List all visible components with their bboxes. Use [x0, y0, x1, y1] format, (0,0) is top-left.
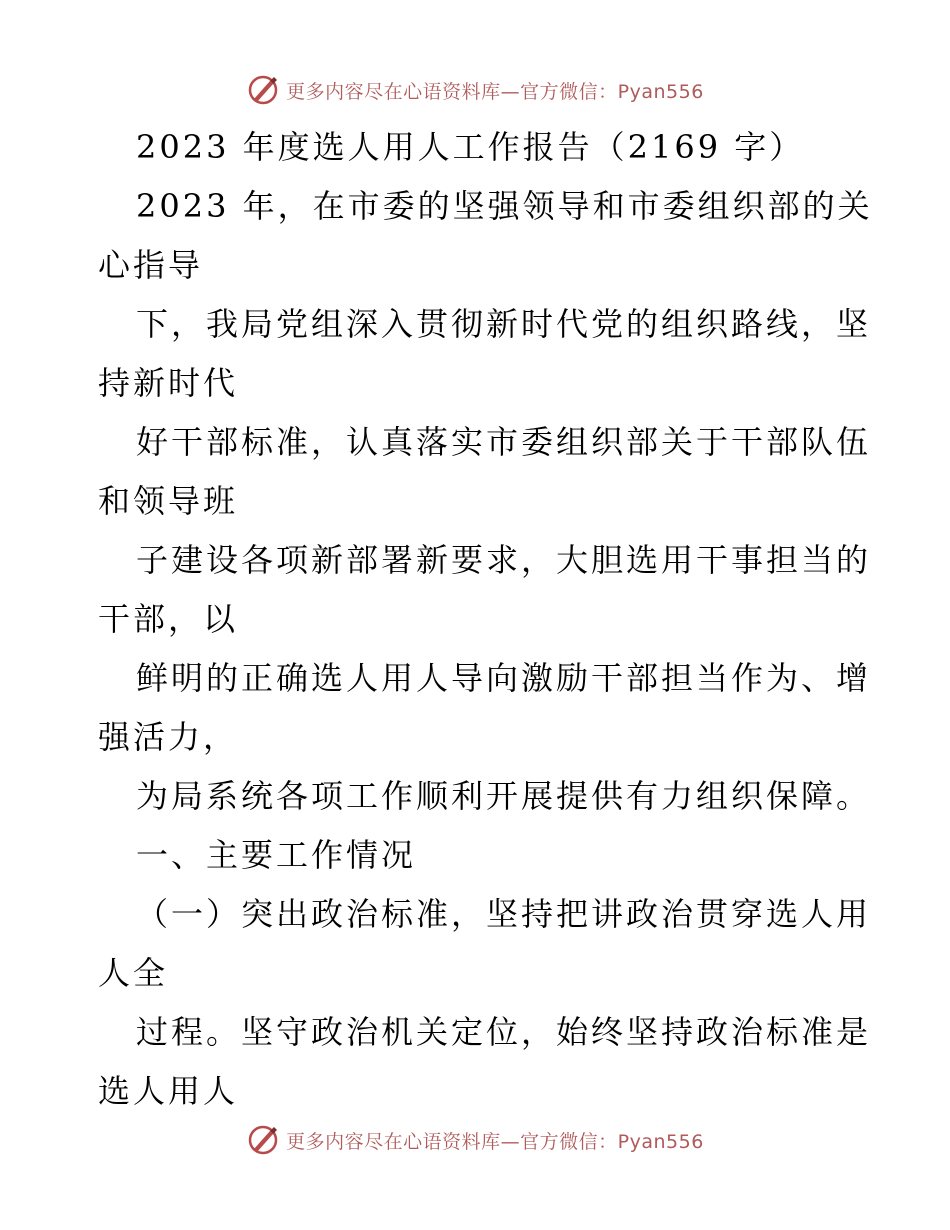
text-line: 下，我局党组深入贯彻新时代党的组织路线，坚: [136, 305, 872, 343]
text-line: 子建设各项新部署新要求，大胆选用干事担当的: [136, 541, 872, 579]
text-line: 2023 年，在市委的坚强领导和市委组织部的关: [136, 187, 873, 225]
text-line: 人全: [98, 954, 169, 992]
text-line: 鲜明的正确选人用人导向激励干部担当作为、增: [136, 659, 872, 697]
text-line: 持新时代: [98, 364, 239, 402]
section-heading: 一、主要工作情况: [136, 836, 417, 874]
text-line: 和领导班: [98, 482, 239, 520]
footer-banner: [0, 1120, 950, 1160]
text-line: 心指导: [98, 246, 204, 284]
text-line: 选人用人: [98, 1072, 239, 1110]
text-line: 干部，以: [98, 600, 239, 638]
pen-circle-logo-icon: [246, 1123, 280, 1157]
text-line: 好干部标准，认真落实市委组织部关于干部队伍: [136, 423, 872, 461]
text-line: 强活力，: [98, 718, 239, 756]
text-line: 过程。坚守政治机关定位，始终坚持政治标准是: [136, 1013, 872, 1051]
footer-banner-text: 更多内容尽在心语资料库—官方微信：Pyan556: [286, 1130, 704, 1153]
header-banner: [0, 70, 950, 110]
document-body: [98, 118, 873, 1121]
pen-circle-logo-icon: [246, 73, 280, 107]
header-banner-text: 更多内容尽在心语资料库—官方微信：Pyan556: [286, 80, 704, 103]
text-line: 为局系统各项工作顺利开展提供有力组织保障。: [136, 777, 872, 815]
document-title: 2023 年度选人用人工作报告（2169 字）: [136, 128, 805, 166]
subsection-heading: （一）突出政治标准，坚持把讲政治贯穿选人用: [136, 895, 872, 933]
